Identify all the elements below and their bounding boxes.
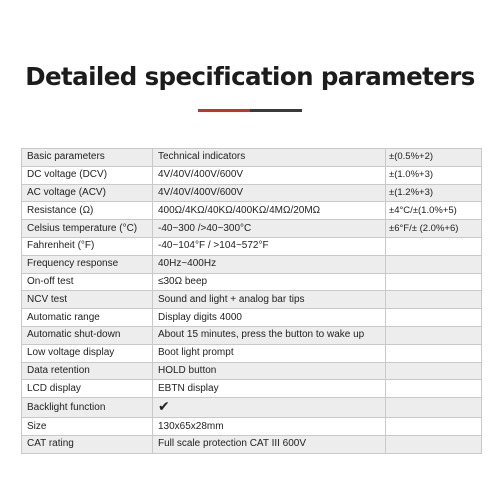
indicator-cell: 4V/40V/400V/600V	[153, 166, 386, 184]
indicator-cell: Boot light prompt	[153, 344, 386, 362]
accuracy-cell	[386, 326, 482, 344]
table-row	[22, 291, 482, 309]
param-cell: DC voltage (DCV)	[22, 166, 153, 184]
accuracy-cell: ±6°F/± (2.0%+6)	[386, 220, 482, 238]
accuracy-cell: ±(1.0%+3)	[386, 166, 482, 184]
indicator-cell: HOLD button	[153, 362, 386, 380]
indicator-cell: 4V/40V/400V/600V	[153, 184, 386, 202]
table-row	[22, 149, 482, 167]
accuracy-cell	[386, 380, 482, 398]
param-cell: LCD display	[22, 380, 153, 398]
param-cell: NCV test	[22, 291, 153, 309]
param-cell: Data retention	[22, 362, 153, 380]
table-row	[22, 237, 482, 255]
param-cell: Resistance (Ω)	[22, 202, 153, 220]
accuracy-cell	[386, 418, 482, 436]
table-row	[22, 255, 482, 273]
accuracy-cell: ±(0.5%+2)	[386, 149, 482, 167]
accuracy-cell	[386, 344, 482, 362]
param-cell: On-off test	[22, 273, 153, 291]
table-row	[22, 398, 482, 418]
table-row	[22, 184, 482, 202]
accuracy-cell	[386, 309, 482, 327]
table-row	[22, 380, 482, 398]
param-cell: Celsius temperature (°C)	[22, 220, 153, 238]
table-row	[22, 309, 482, 327]
indicator-cell: Full scale protection CAT III 600V	[153, 435, 386, 453]
param-cell: Backlight function	[22, 398, 153, 418]
param-cell: CAT rating	[22, 435, 153, 453]
accuracy-cell: ±4°C/±(1.0%+5)	[386, 202, 482, 220]
page-title: Detailed specification parameters	[25, 62, 475, 91]
param-cell: Automatic range	[22, 309, 153, 327]
accuracy-cell	[386, 273, 482, 291]
table-row	[22, 220, 482, 238]
accuracy-cell	[386, 237, 482, 255]
param-cell: Fahrenheit (°F)	[22, 237, 153, 255]
accuracy-cell	[386, 435, 482, 453]
indicator-cell: Sound and light + analog bar tips	[153, 291, 386, 309]
param-cell: Low voltage display	[22, 344, 153, 362]
param-cell: Frequency response	[22, 255, 153, 273]
table-row	[22, 273, 482, 291]
table-row	[22, 362, 482, 380]
param-cell: Automatic shut-down	[22, 326, 153, 344]
param-cell: Size	[22, 418, 153, 436]
param-cell: Basic parameters	[22, 149, 153, 167]
indicator-cell: 130x65x28mm	[153, 418, 386, 436]
indicator-cell: -40~104°F / >104~572°F	[153, 237, 386, 255]
accuracy-cell	[386, 362, 482, 380]
param-cell: AC voltage (ACV)	[22, 184, 153, 202]
title-underline-dark	[250, 109, 302, 112]
table-row	[22, 344, 482, 362]
indicator-cell: 400Ω/4KΩ/40KΩ/400KΩ/4MΩ/20MΩ	[153, 202, 386, 220]
indicator-cell: Display digits 4000	[153, 309, 386, 327]
table-row	[22, 435, 482, 453]
indicator-cell: EBTN display	[153, 380, 386, 398]
table-row	[22, 202, 482, 220]
table-row	[22, 326, 482, 344]
checkmark-icon: ✔	[158, 398, 170, 415]
indicator-cell: Technical indicators	[153, 149, 386, 167]
indicator-cell: ≤30Ω beep	[153, 273, 386, 291]
accuracy-cell	[386, 255, 482, 273]
indicator-cell: 40Hz~400Hz	[153, 255, 386, 273]
title-underline-red	[198, 109, 250, 112]
indicator-cell: About 15 minutes, press the button to wake up	[153, 326, 386, 344]
accuracy-cell	[386, 398, 482, 418]
accuracy-cell: ±(1.2%+3)	[386, 184, 482, 202]
table-row	[22, 166, 482, 184]
indicator-cell: -40~300 />40~300°C	[153, 220, 386, 238]
accuracy-cell	[386, 291, 482, 309]
table-row	[22, 418, 482, 436]
spec-table	[21, 148, 482, 454]
indicator-cell	[153, 398, 386, 418]
